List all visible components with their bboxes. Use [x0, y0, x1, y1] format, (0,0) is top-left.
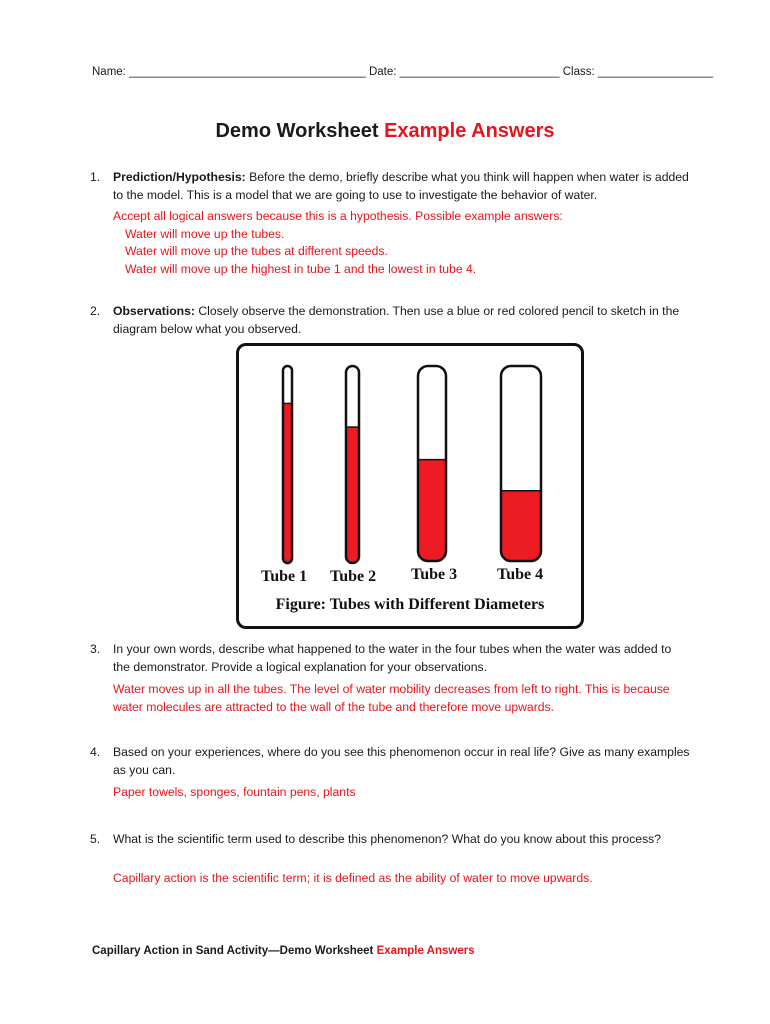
question-text: Based on your experiences, where do you see this phenomenon occur in real life? Give as many examples as you can. [113, 745, 690, 777]
tube-label: Tube 3 [411, 566, 458, 583]
class-blank[interactable]: __________________ [597, 66, 714, 78]
question-number: 5. [90, 832, 101, 846]
tubes-figure [236, 343, 584, 629]
tube-water-level [283, 403, 292, 563]
question-number: 4. [90, 745, 101, 759]
date-blank[interactable]: _________________________ [399, 66, 560, 78]
tube-1 [283, 366, 292, 563]
question-text: Before the demo, briefly describe what you think will happen when water is added to the model. This is a model that we are going to use to investigate the behavior of water. [113, 170, 689, 202]
answer-3: Water moves up in all the tubes. The level of water mobility decreases from left to right. This is because water molecules are attracted to the wall of the tube and therefore move upwards. [113, 682, 670, 714]
question-4 [90, 743, 690, 779]
question-text: In your own words, describe what happened to the water in the four tubes when the water was added to the demonstrator. Provide a logical explanation for your observations. [113, 642, 672, 674]
question-heading: Observations: [113, 304, 195, 318]
question-text: Closely observe the demonstration. Then use a blue or red colored pencil to sketch in the diagram below what you observed. [113, 304, 680, 336]
tube-water-level [418, 460, 446, 561]
answer-5: Capillary action is the scientific term; it is defined as the ability of water to move upwards. [113, 871, 593, 885]
page-title [0, 120, 770, 143]
tube-water-level [501, 491, 541, 561]
question-number: 2. [90, 304, 101, 318]
page-footer [92, 945, 475, 957]
question-2 [90, 302, 690, 338]
answer-4: Paper towels, sponges, fountain pens, plants [113, 785, 356, 799]
tubes-diagram [239, 346, 581, 591]
tube-label: Tube 2 [330, 568, 377, 585]
answer-item: Water will move up the tubes. [125, 226, 285, 241]
answer-item: Water will move up the highest in tube 1 and the lowest in tube 4. [125, 261, 477, 276]
answer-item: Water will move up the tubes at different speeds. [125, 244, 388, 258]
question-5 [90, 830, 690, 848]
title-main: Demo Worksheet [215, 120, 379, 142]
answer-1 [113, 208, 693, 278]
date-label: Date: [368, 66, 397, 78]
name-label: Name: [92, 66, 126, 78]
question-number: 1. [90, 170, 101, 184]
header-fields [92, 66, 714, 78]
name-blank[interactable]: _____________________________________ [129, 66, 366, 78]
question-text: What is the scientific term used to describe this phenomenon? What do you know about this process? [113, 832, 662, 846]
class-label: Class: [562, 66, 595, 78]
tube-label: Tube 1 [261, 568, 308, 585]
tube-3 [418, 366, 446, 561]
question-3 [90, 640, 690, 676]
figure-caption: Figure: Tubes with Different Diameters [275, 596, 545, 613]
question-1 [90, 168, 690, 204]
tube-2 [346, 366, 359, 563]
question-number: 3. [90, 642, 101, 656]
footer-accent: Example Answers [376, 945, 475, 957]
question-heading: Prediction/Hypothesis: [113, 170, 246, 184]
answer-intro: Accept all logical answers because this is a hypothesis. Possible example answers: [113, 209, 563, 223]
tube-label: Tube 4 [497, 566, 544, 583]
tube-water-level [346, 427, 359, 563]
footer-main: Capillary Action in Sand Activity—Demo Worksheet [92, 945, 374, 957]
title-accent: Example Answers [384, 120, 555, 142]
tube-4 [501, 366, 541, 561]
